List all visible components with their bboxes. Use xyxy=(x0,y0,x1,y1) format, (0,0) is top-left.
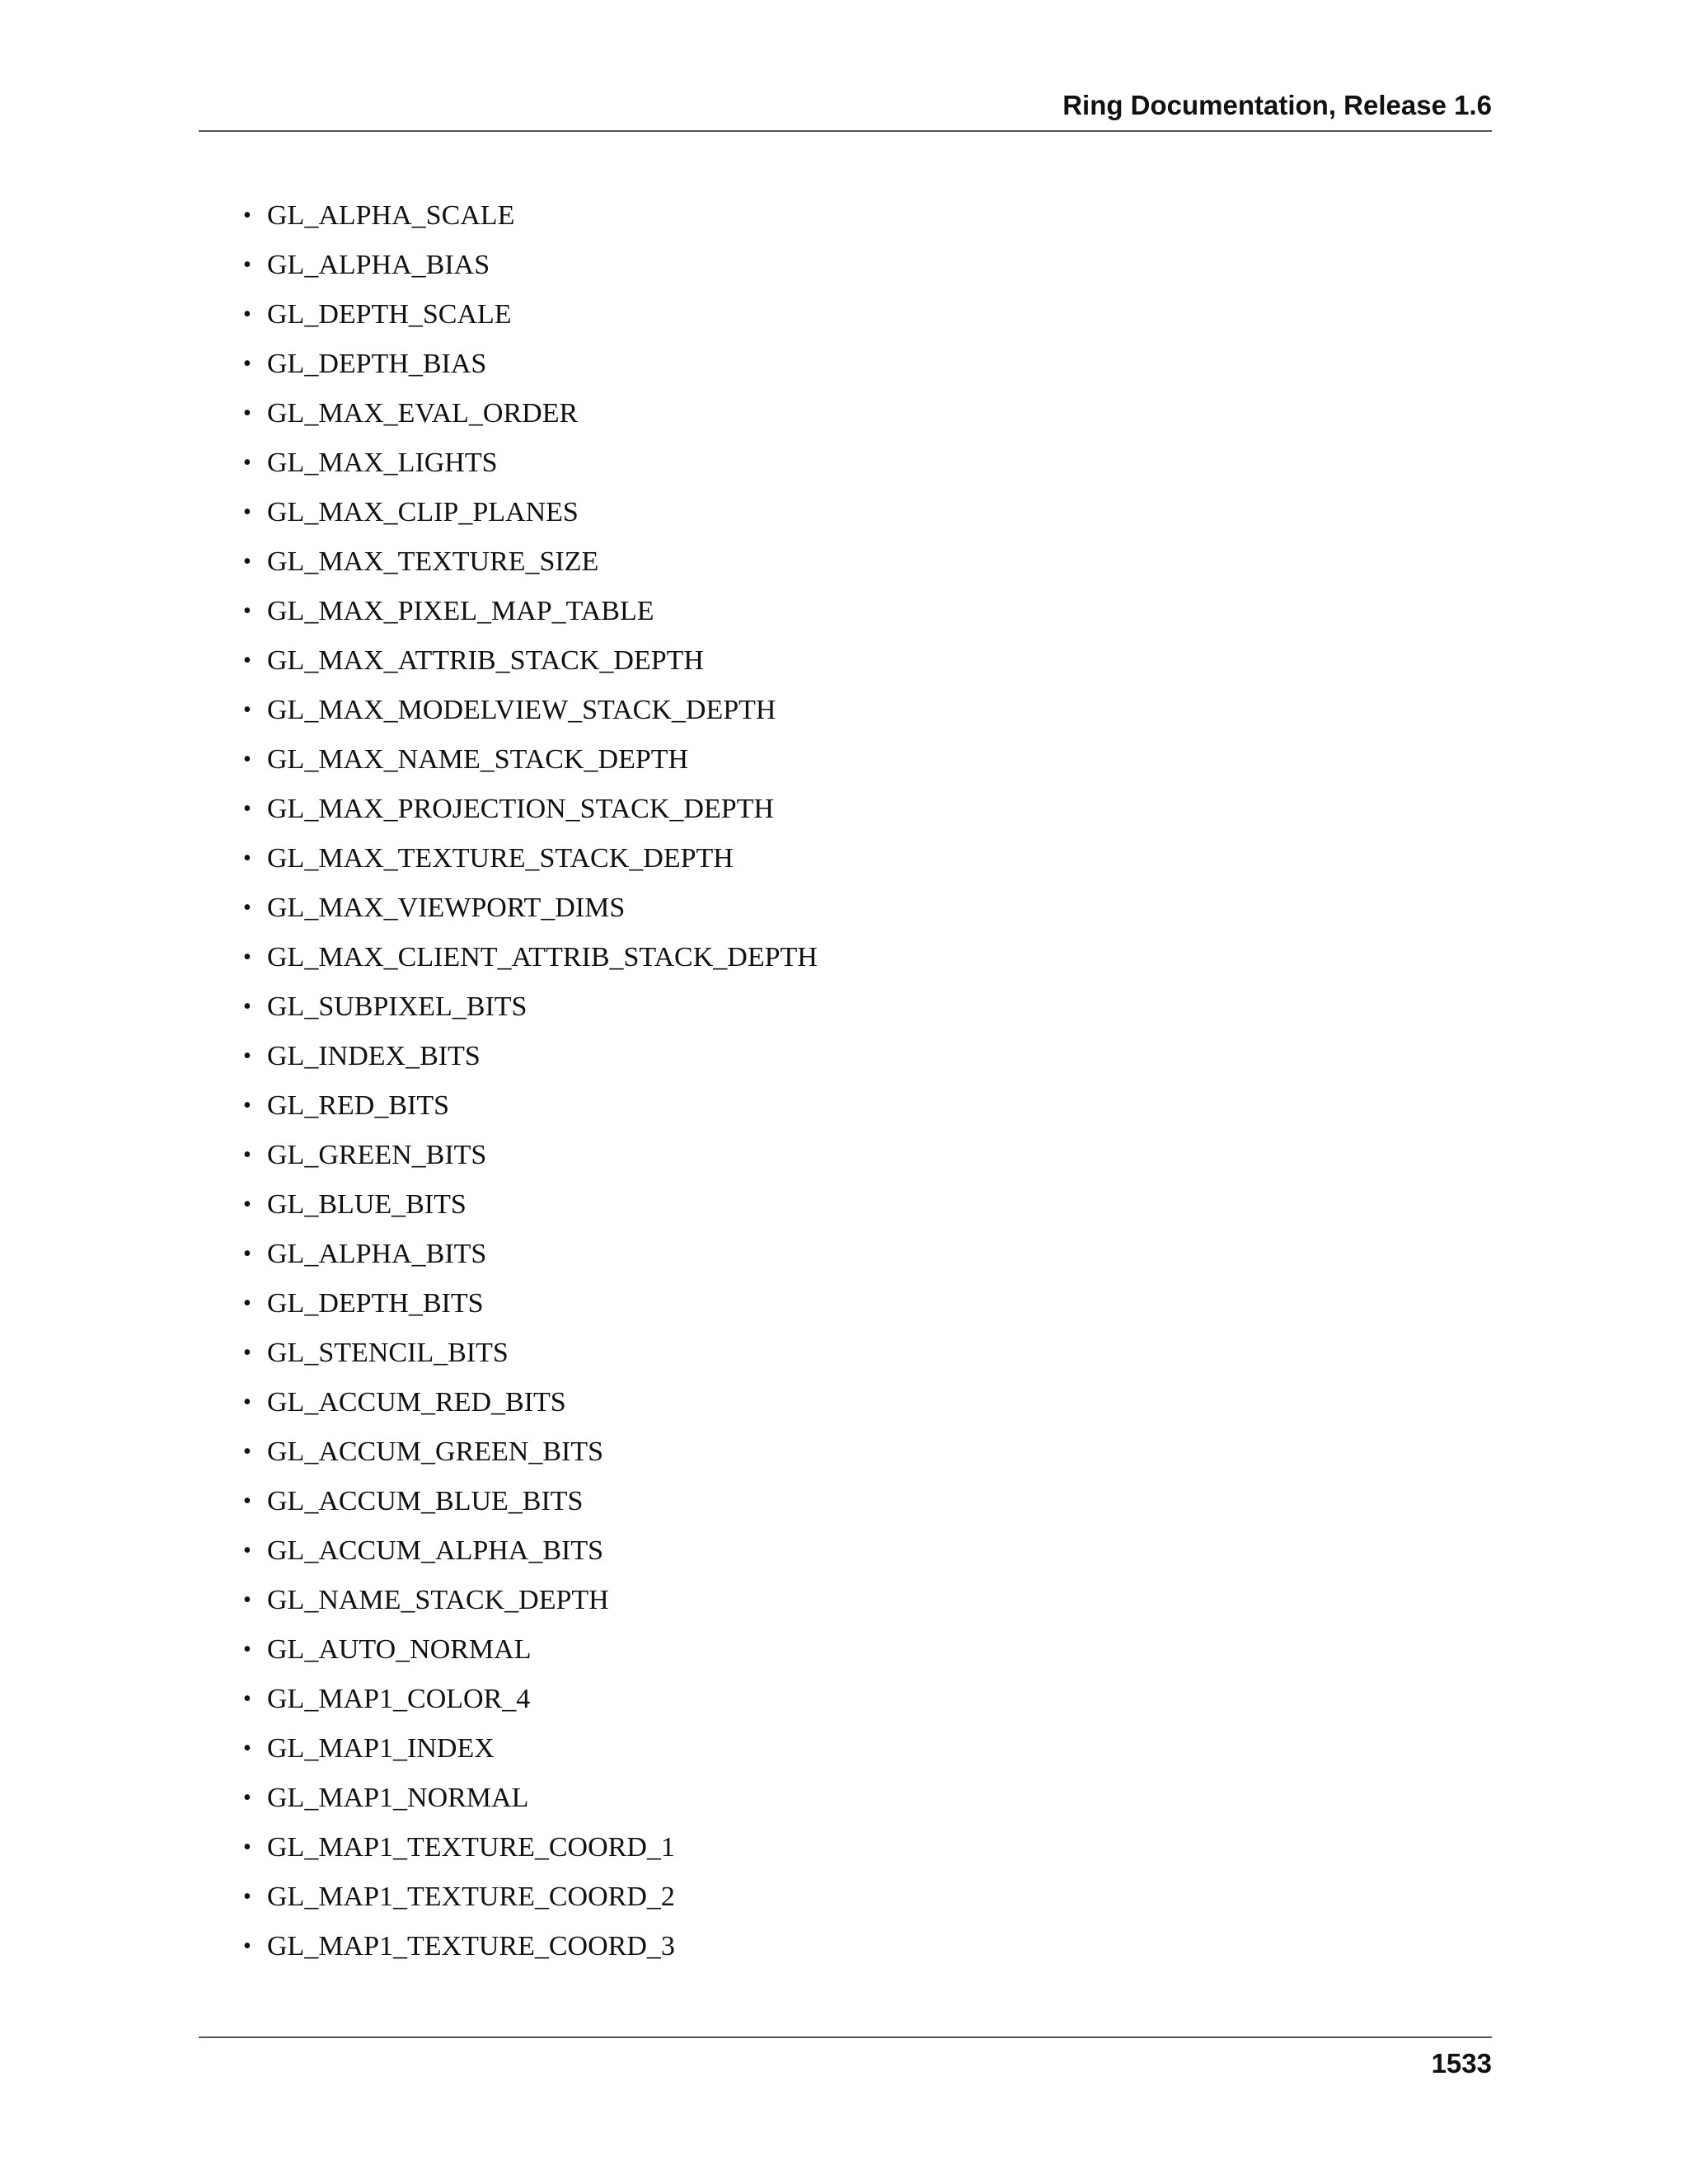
bullet-icon: • xyxy=(243,648,251,673)
list-item-label: GL_MAP1_COLOR_4 xyxy=(267,1684,531,1714)
bullet-icon: • xyxy=(243,1785,251,1811)
list-item-label: GL_NAME_STACK_DEPTH xyxy=(267,1585,609,1615)
bullet-icon: • xyxy=(243,994,251,1019)
bullet-icon: • xyxy=(243,697,251,723)
list-item-label: GL_INDEX_BITS xyxy=(267,1041,481,1071)
bullet-icon: • xyxy=(243,1587,251,1613)
bullet-icon: • xyxy=(243,302,251,327)
list-item-label: GL_DEPTH_SCALE xyxy=(267,299,512,330)
list-item-label: GL_ACCUM_RED_BITS xyxy=(267,1387,566,1418)
bullet-icon: • xyxy=(243,1736,251,1761)
bullet-icon: • xyxy=(243,1835,251,1860)
list-item-label: GL_MAX_VIEWPORT_DIMS xyxy=(267,893,626,923)
list-item-label: GL_RED_BITS xyxy=(267,1090,449,1121)
list-item-label: GL_GREEN_BITS xyxy=(267,1140,487,1170)
list-item-label: GL_MAP1_TEXTURE_COORD_2 xyxy=(267,1882,675,1912)
list-item-label: GL_MAX_CLIP_PLANES xyxy=(267,497,579,527)
bullet-icon: • xyxy=(243,1637,251,1662)
list-item-label: GL_MAX_ATTRIB_STACK_DEPTH xyxy=(267,645,704,676)
bullet-icon: • xyxy=(243,846,251,871)
page-number: 1533 xyxy=(1431,2048,1492,2079)
bullet-icon: • xyxy=(243,747,251,772)
list-item-label: GL_ALPHA_SCALE xyxy=(267,200,515,231)
bullet-icon: • xyxy=(243,1439,251,1465)
bullet-icon: • xyxy=(243,1390,251,1415)
bullet-icon: • xyxy=(243,549,251,574)
bullet-icon: • xyxy=(243,1093,251,1118)
bullet-icon: • xyxy=(243,401,251,426)
bullet-icon: • xyxy=(243,499,251,525)
list-item-label: GL_ALPHA_BIAS xyxy=(267,250,490,280)
page-footer xyxy=(199,2036,1492,2088)
bullet-icon: • xyxy=(243,252,251,278)
list-item-label: GL_DEPTH_BIAS xyxy=(267,349,487,379)
bullet-icon: • xyxy=(243,1241,251,1267)
list-item-label: GL_MAX_LIGHTS xyxy=(267,448,498,478)
list-item-label: GL_MAP1_TEXTURE_COORD_3 xyxy=(267,1931,675,1961)
list-item-label: GL_MAX_CLIENT_ATTRIB_STACK_DEPTH xyxy=(267,942,818,972)
page-header xyxy=(199,89,1492,132)
list-item-label: GL_AUTO_NORMAL xyxy=(267,1634,532,1665)
list-item-label: GL_MAP1_INDEX xyxy=(267,1733,495,1764)
list-item-label: GL_BLUE_BITS xyxy=(267,1189,467,1220)
bullet-icon: • xyxy=(243,1538,251,1563)
list-item-label: GL_SUBPIXEL_BITS xyxy=(267,991,528,1022)
list-item-label: GL_MAX_PROJECTION_STACK_DEPTH xyxy=(267,794,774,824)
bullet-icon: • xyxy=(243,1488,251,1514)
bullet-icon: • xyxy=(243,1192,251,1217)
list-item-label: GL_MAX_EVAL_ORDER xyxy=(267,398,579,429)
list-item-label: GL_STENCIL_BITS xyxy=(267,1338,509,1368)
bullet-icon: • xyxy=(243,796,251,822)
list-item-label: GL_MAX_NAME_STACK_DEPTH xyxy=(267,744,689,775)
bullet-icon: • xyxy=(243,895,251,921)
list-item-label: GL_DEPTH_BITS xyxy=(267,1288,484,1319)
bullet-icon: • xyxy=(243,450,251,476)
list-item-label: GL_ACCUM_ALPHA_BITS xyxy=(267,1535,604,1566)
bullet-icon: • xyxy=(243,1884,251,1910)
bullet-icon: • xyxy=(243,1043,251,1069)
list-item-label: GL_MAP1_TEXTURE_COORD_1 xyxy=(267,1832,675,1863)
bullet-icon: • xyxy=(243,1340,251,1366)
bullet-icon: • xyxy=(243,1933,251,1959)
list-item-label: GL_MAX_MODELVIEW_STACK_DEPTH xyxy=(267,695,776,725)
bullet-icon: • xyxy=(243,351,251,377)
bullet-icon: • xyxy=(243,944,251,970)
bullet-icon: • xyxy=(243,1291,251,1316)
bullet-icon: • xyxy=(243,1686,251,1712)
bullet-icon: • xyxy=(243,203,251,228)
document-title: Ring Documentation, Release 1.6 xyxy=(1062,90,1492,120)
list-item-label: GL_MAX_TEXTURE_STACK_DEPTH xyxy=(267,843,734,874)
list-item-label: GL_MAX_PIXEL_MAP_TABLE xyxy=(267,596,654,626)
list-item-label: GL_ALPHA_BITS xyxy=(267,1239,487,1269)
bullet-icon: • xyxy=(243,1142,251,1168)
bullet-icon: • xyxy=(243,598,251,624)
list-item-label: GL_MAP1_NORMAL xyxy=(267,1783,529,1813)
list-item-label: GL_ACCUM_GREEN_BITS xyxy=(267,1436,604,1467)
list-item-label: GL_ACCUM_BLUE_BITS xyxy=(267,1486,584,1516)
list-item-label: GL_MAX_TEXTURE_SIZE xyxy=(267,546,599,577)
